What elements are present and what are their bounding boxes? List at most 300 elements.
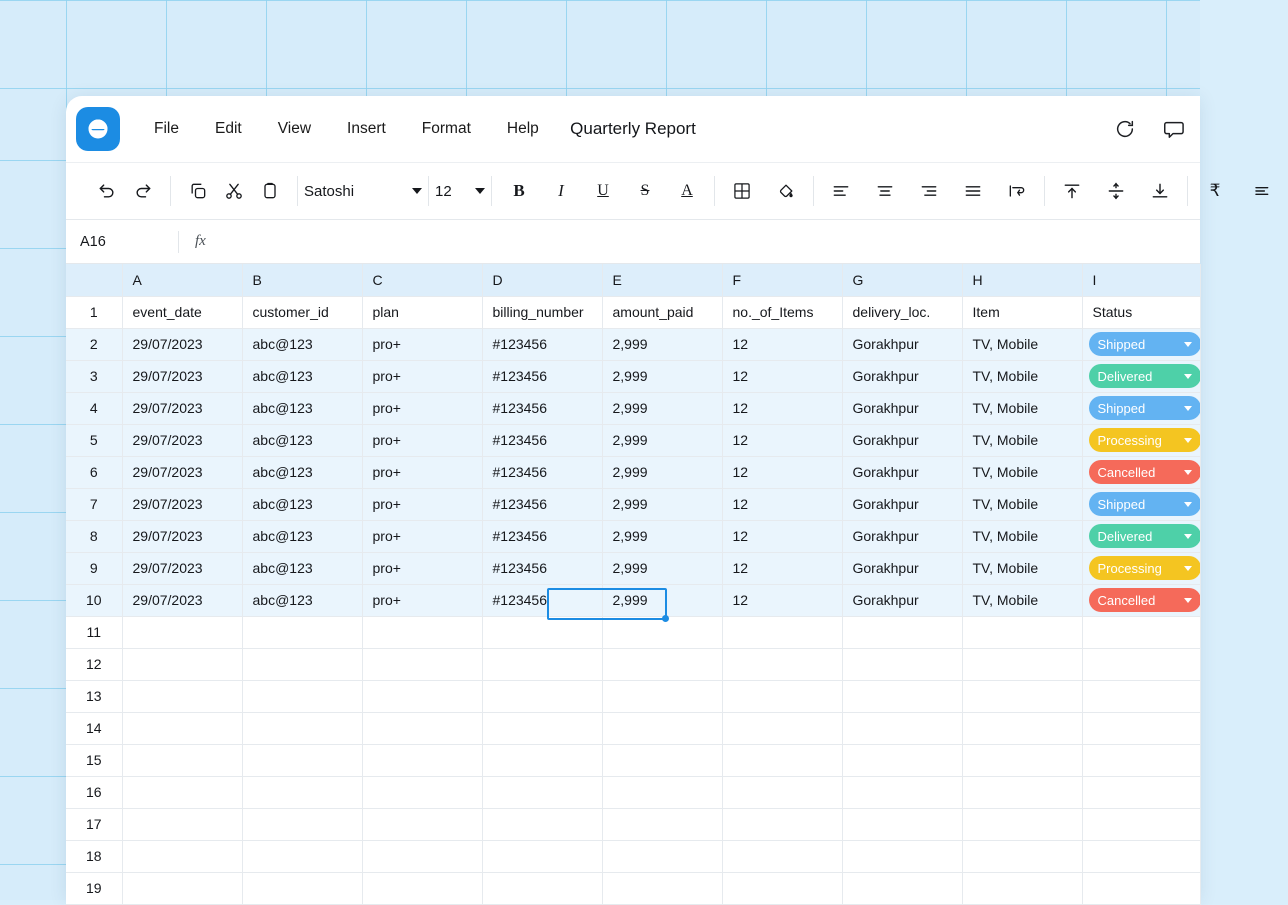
status-label: Shipped [1097,336,1146,352]
data-cell[interactable]: #123456 [482,488,602,520]
italic-label: I [558,181,564,200]
empty-cell[interactable] [122,648,242,680]
data-cell[interactable]: pro+ [362,392,482,424]
fill-color-icon[interactable] [771,176,801,206]
empty-cell[interactable] [1082,808,1200,840]
row-header[interactable]: 18 [66,840,122,872]
empty-cell[interactable] [482,840,602,872]
align-right-icon[interactable] [914,176,944,206]
toolbar-group-number [1188,173,1288,209]
empty-cell[interactable] [362,776,482,808]
table-row[interactable] [66,328,1200,360]
status-cell[interactable] [1082,360,1200,392]
empty-cell[interactable] [242,776,362,808]
data-cell[interactable]: 12 [722,552,842,584]
valign-top-icon[interactable] [1057,176,1087,206]
data-cell[interactable]: #123456 [482,456,602,488]
chevron-down-icon [1184,406,1192,411]
align-center-icon[interactable] [870,176,900,206]
row-header[interactable]: 17 [66,808,122,840]
document-title: Quarterly Report [570,119,696,138]
data-cell[interactable]: abc@123 [242,520,362,552]
empty-cell[interactable] [602,872,722,904]
table-row[interactable] [66,488,1200,520]
data-cell[interactable]: 29/07/2023 [122,552,242,584]
data-cell[interactable]: 12 [722,488,842,520]
data-cell[interactable]: TV, Mobile [962,488,1082,520]
wrap-text-icon[interactable] [1002,176,1032,206]
row-header[interactable]: 5 [66,424,122,456]
empty-cell[interactable] [1082,648,1200,680]
status-cell[interactable] [1082,488,1200,520]
table-row[interactable] [66,520,1200,552]
row-header[interactable]: 13 [66,680,122,712]
table-row[interactable] [66,872,1200,904]
spreadsheet-window [66,96,1221,900]
toolbar-group-cell [715,173,813,209]
menu-item-format[interactable]: Format [421,120,471,137]
status-label: Delivered [1097,368,1153,384]
data-cell[interactable]: pro+ [362,328,482,360]
table-row[interactable] [66,712,1200,744]
empty-cell[interactable] [962,744,1082,776]
app-logo[interactable] [76,107,120,151]
empty-cell[interactable] [962,872,1082,904]
empty-cell[interactable] [602,744,722,776]
empty-cell[interactable] [362,680,482,712]
text-color-label: A [681,182,693,199]
status-badge[interactable] [1089,556,1201,580]
data-cell[interactable]: 12 [722,424,842,456]
data-cell[interactable]: 2,999 [602,456,722,488]
empty-cell[interactable] [602,776,722,808]
table-row[interactable] [66,552,1200,584]
data-cell[interactable]: 2,999 [602,584,722,616]
row-header[interactable]: 6 [66,456,122,488]
empty-cell[interactable] [362,872,482,904]
empty-cell[interactable] [1082,872,1200,904]
empty-cell[interactable] [122,616,242,648]
data-cell[interactable]: TV, Mobile [962,584,1082,616]
empty-cell[interactable] [122,712,242,744]
empty-cell[interactable] [842,808,962,840]
toolbar-group-text-style [492,173,714,209]
valign-bottom-icon[interactable] [1145,176,1175,206]
empty-cell[interactable] [122,872,242,904]
header-cell[interactable]: Item [962,296,1082,328]
status-badge[interactable] [1089,460,1201,484]
data-cell[interactable]: abc@123 [242,552,362,584]
align-justify-icon[interactable] [958,176,988,206]
currency-button[interactable] [1200,176,1230,206]
comment-icon[interactable] [1160,116,1186,142]
empty-cell[interactable] [242,872,362,904]
column-header-e[interactable]: E [602,264,722,296]
table-row[interactable] [66,360,1200,392]
empty-cell[interactable] [1082,776,1200,808]
empty-cell[interactable] [962,680,1082,712]
chevron-down-icon [1184,438,1192,443]
data-cell[interactable]: 29/07/2023 [122,584,242,616]
data-cell[interactable]: TV, Mobile [962,424,1082,456]
data-cell[interactable]: TV, Mobile [962,328,1082,360]
empty-cell[interactable] [482,680,602,712]
empty-cell[interactable] [362,808,482,840]
column-header-d[interactable]: D [482,264,602,296]
empty-cell[interactable] [602,808,722,840]
column-header-i[interactable]: I [1082,264,1200,296]
status-label: Cancelled [1097,464,1156,480]
menu-item-file[interactable]: File [154,120,179,137]
table-row[interactable] [66,840,1200,872]
status-cell[interactable] [1082,552,1200,584]
status-label: Cancelled [1097,592,1156,608]
data-cell[interactable]: pro+ [362,552,482,584]
empty-cell[interactable] [722,616,842,648]
empty-cell[interactable] [842,872,962,904]
toolbar-group-valign [1045,173,1187,209]
column-header-h[interactable]: H [962,264,1082,296]
empty-cell[interactable] [362,712,482,744]
data-cell[interactable]: 2,999 [602,520,722,552]
row-header[interactable]: 8 [66,520,122,552]
empty-cell[interactable] [602,616,722,648]
copy-icon[interactable] [183,176,213,206]
data-cell[interactable]: #123456 [482,360,602,392]
data-cell[interactable]: 2,999 [602,424,722,456]
redo-icon[interactable] [128,176,158,206]
empty-cell[interactable] [722,712,842,744]
row-header[interactable]: 3 [66,360,122,392]
empty-cell[interactable] [722,680,842,712]
table-row[interactable] [66,584,1200,616]
empty-cell[interactable] [482,744,602,776]
data-cell[interactable]: 29/07/2023 [122,456,242,488]
data-cell[interactable]: #123456 [482,328,602,360]
font-size-select[interactable] [429,173,491,209]
status-badge[interactable] [1089,428,1201,452]
data-cell[interactable]: abc@123 [242,488,362,520]
menu-item-help[interactable]: Help [506,120,539,137]
data-cell[interactable]: 12 [722,520,842,552]
cut-icon[interactable] [219,176,249,206]
data-cell[interactable]: Gorakhpur [842,360,962,392]
toolbar-group-clipboard [171,173,297,209]
background-gridline [0,0,1200,1]
empty-cell[interactable] [122,840,242,872]
row-header[interactable]: 4 [66,392,122,424]
empty-cell[interactable] [842,776,962,808]
data-cell[interactable]: Gorakhpur [842,424,962,456]
row-header[interactable]: 14 [66,712,122,744]
table-row[interactable] [66,616,1200,648]
more-icon[interactable] [1246,176,1276,206]
row-header[interactable]: 12 [66,648,122,680]
empty-cell[interactable] [722,744,842,776]
data-cell[interactable]: Gorakhpur [842,456,962,488]
empty-cell[interactable] [602,648,722,680]
data-cell[interactable]: TV, Mobile [962,456,1082,488]
row-header[interactable]: 2 [66,328,122,360]
empty-cell[interactable] [362,744,482,776]
status-label: Shipped [1097,400,1146,416]
row-header[interactable]: 10 [66,584,122,616]
corner-cell[interactable] [66,264,122,296]
status-badge[interactable] [1089,332,1201,356]
empty-cell[interactable] [482,648,602,680]
empty-cell[interactable] [722,648,842,680]
data-cell[interactable]: 2,999 [602,488,722,520]
background-gridline [0,88,1200,89]
align-left-icon[interactable] [826,176,856,206]
column-header-f[interactable]: F [722,264,842,296]
strikethrough-button[interactable] [630,176,660,206]
data-cell[interactable]: abc@123 [242,424,362,456]
chevron-down-icon [1184,502,1192,507]
font-size-value: 12 [435,182,452,200]
underline-label: U [597,182,609,199]
data-cell[interactable]: 12 [722,584,842,616]
status-cell[interactable] [1082,520,1200,552]
data-cell[interactable]: pro+ [362,520,482,552]
empty-cell[interactable] [962,776,1082,808]
data-cell[interactable]: TV, Mobile [962,392,1082,424]
table-row[interactable] [66,744,1200,776]
status-cell[interactable] [1082,456,1200,488]
data-cell[interactable]: Gorakhpur [842,520,962,552]
empty-cell[interactable] [1082,712,1200,744]
status-badge[interactable] [1089,492,1201,516]
data-cell[interactable]: 2,999 [602,360,722,392]
underline-button[interactable] [588,176,618,206]
chevron-down-icon [1184,566,1192,571]
header-cell[interactable]: delivery_loc. [842,296,962,328]
data-cell[interactable]: abc@123 [242,392,362,424]
paste-icon[interactable] [255,176,285,206]
empty-cell[interactable] [722,872,842,904]
empty-cell[interactable] [122,808,242,840]
formula-bar [66,220,1200,264]
data-cell[interactable]: abc@123 [242,328,362,360]
data-cell[interactable]: abc@123 [242,456,362,488]
table-row[interactable] [66,456,1200,488]
empty-cell[interactable] [362,648,482,680]
cell-reference-input[interactable]: A16 [80,233,106,250]
empty-cell[interactable] [842,680,962,712]
data-cell[interactable]: pro+ [362,456,482,488]
empty-cell[interactable] [482,776,602,808]
empty-cell[interactable] [242,808,362,840]
data-cell[interactable]: Gorakhpur [842,488,962,520]
row-header[interactable]: 11 [66,616,122,648]
empty-cell[interactable] [842,744,962,776]
status-cell[interactable] [1082,584,1200,616]
undo-icon[interactable] [92,176,122,206]
data-cell[interactable]: abc@123 [242,360,362,392]
data-cell[interactable]: pro+ [362,360,482,392]
data-cell[interactable]: Gorakhpur [842,552,962,584]
data-cell[interactable]: 29/07/2023 [122,392,242,424]
table-row[interactable] [66,648,1200,680]
data-cell[interactable]: 12 [722,360,842,392]
status-cell[interactable] [1082,392,1200,424]
header-cell[interactable]: no._of_Items [722,296,842,328]
menu-item-edit[interactable]: Edit [214,120,242,137]
data-cell[interactable]: 12 [722,456,842,488]
font-family-select[interactable] [298,173,428,209]
empty-cell[interactable] [242,680,362,712]
font-family-value: Satoshi [304,182,355,200]
strikethrough-label: S [640,182,650,199]
data-cell[interactable]: #123456 [482,520,602,552]
column-header-b[interactable]: B [242,264,362,296]
empty-cell[interactable] [482,712,602,744]
empty-cell[interactable] [842,616,962,648]
empty-cell[interactable] [602,712,722,744]
empty-cell[interactable] [242,840,362,872]
data-cell[interactable]: TV, Mobile [962,552,1082,584]
row-header[interactable]: 7 [66,488,122,520]
header-cell[interactable]: event_date [122,296,242,328]
empty-cell[interactable] [482,872,602,904]
empty-cell[interactable] [122,744,242,776]
empty-cell[interactable] [962,840,1082,872]
data-cell[interactable]: 12 [722,392,842,424]
status-badge[interactable] [1089,524,1201,548]
row-header[interactable]: 19 [66,872,122,904]
spreadsheet-grid[interactable] [66,264,1200,900]
text-color-button[interactable] [672,176,702,206]
empty-cell[interactable] [362,616,482,648]
column-header-c[interactable]: C [362,264,482,296]
toolbar-group-history [80,173,170,209]
empty-cell[interactable] [722,776,842,808]
menu-bar-actions [1112,116,1188,142]
status-cell[interactable] [1082,424,1200,456]
empty-cell[interactable] [842,712,962,744]
data-cell[interactable]: 29/07/2023 [122,488,242,520]
chevron-down-icon [1184,374,1192,379]
status-cell[interactable] [1082,328,1200,360]
menu-bar [66,96,1200,162]
empty-cell[interactable] [722,808,842,840]
header-cell[interactable]: amount_paid [602,296,722,328]
currency-label: ₹ [1209,181,1221,200]
empty-cell[interactable] [362,840,482,872]
row-header[interactable]: 9 [66,552,122,584]
data-cell[interactable]: 29/07/2023 [122,360,242,392]
data-cell[interactable]: 2,999 [602,552,722,584]
table-row[interactable] [66,776,1200,808]
italic-button[interactable] [546,176,576,206]
empty-cell[interactable] [962,808,1082,840]
data-cell[interactable]: #123456 [482,424,602,456]
menu-item-view[interactable]: View [277,120,312,137]
toolbar-group-align [814,173,1044,209]
borders-icon[interactable] [727,176,757,206]
header-cell[interactable]: plan [362,296,482,328]
data-cell[interactable]: abc@123 [242,584,362,616]
empty-cell[interactable] [242,712,362,744]
data-cell[interactable]: pro+ [362,488,482,520]
data-cell[interactable]: #123456 [482,392,602,424]
status-badge[interactable] [1089,364,1201,388]
table-row[interactable] [66,680,1200,712]
status-label: Processing [1097,560,1162,576]
table-row[interactable] [66,392,1200,424]
data-cell[interactable]: 12 [722,328,842,360]
data-cell[interactable]: Gorakhpur [842,328,962,360]
header-cell[interactable]: billing_number [482,296,602,328]
valign-middle-icon[interactable] [1101,176,1131,206]
status-badge[interactable] [1089,396,1201,420]
data-cell[interactable]: pro+ [362,424,482,456]
empty-cell[interactable] [1082,840,1200,872]
empty-cell[interactable] [602,840,722,872]
status-label: Delivered [1097,528,1153,544]
empty-cell[interactable] [482,616,602,648]
data-cell[interactable]: #123456 [482,584,602,616]
empty-cell[interactable] [722,840,842,872]
chevron-down-icon [412,188,422,194]
empty-cell[interactable] [482,808,602,840]
empty-cell[interactable] [242,616,362,648]
empty-cell[interactable] [842,648,962,680]
empty-cell[interactable] [1082,616,1200,648]
empty-cell[interactable] [122,680,242,712]
row-header[interactable]: 16 [66,776,122,808]
empty-cell[interactable] [962,712,1082,744]
data-cell[interactable]: Gorakhpur [842,392,962,424]
history-icon[interactable] [1112,116,1138,142]
row-header[interactable]: 15 [66,744,122,776]
data-cell[interactable]: 29/07/2023 [122,520,242,552]
data-cell[interactable]: TV, Mobile [962,520,1082,552]
bold-button[interactable] [504,176,534,206]
row-header[interactable]: 1 [66,296,122,328]
data-cell[interactable]: #123456 [482,552,602,584]
data-cell[interactable]: TV, Mobile [962,360,1082,392]
empty-cell[interactable] [962,616,1082,648]
empty-cell[interactable] [1082,680,1200,712]
empty-cell[interactable] [122,776,242,808]
data-cell[interactable]: 2,999 [602,392,722,424]
table-row[interactable] [66,296,1200,328]
formula-input[interactable] [222,220,1200,263]
status-badge[interactable] [1089,588,1201,612]
data-cell[interactable]: 29/07/2023 [122,424,242,456]
empty-cell[interactable] [962,648,1082,680]
column-header-g[interactable]: G [842,264,962,296]
empty-cell[interactable] [242,744,362,776]
table-row[interactable] [66,424,1200,456]
header-cell[interactable]: Status [1082,296,1200,328]
chevron-down-icon [1184,470,1192,475]
data-cell[interactable]: Gorakhpur [842,584,962,616]
chevron-down-icon [1184,534,1192,539]
menu-item-insert[interactable]: Insert [347,120,386,137]
table-row[interactable] [66,808,1200,840]
empty-cell[interactable] [842,840,962,872]
empty-cell[interactable] [242,648,362,680]
empty-cell[interactable] [602,680,722,712]
data-cell[interactable]: pro+ [362,584,482,616]
header-cell[interactable]: customer_id [242,296,362,328]
data-cell[interactable]: 2,999 [602,328,722,360]
empty-cell[interactable] [1082,744,1200,776]
data-cell[interactable]: 29/07/2023 [122,328,242,360]
column-header-a[interactable]: A [122,264,242,296]
